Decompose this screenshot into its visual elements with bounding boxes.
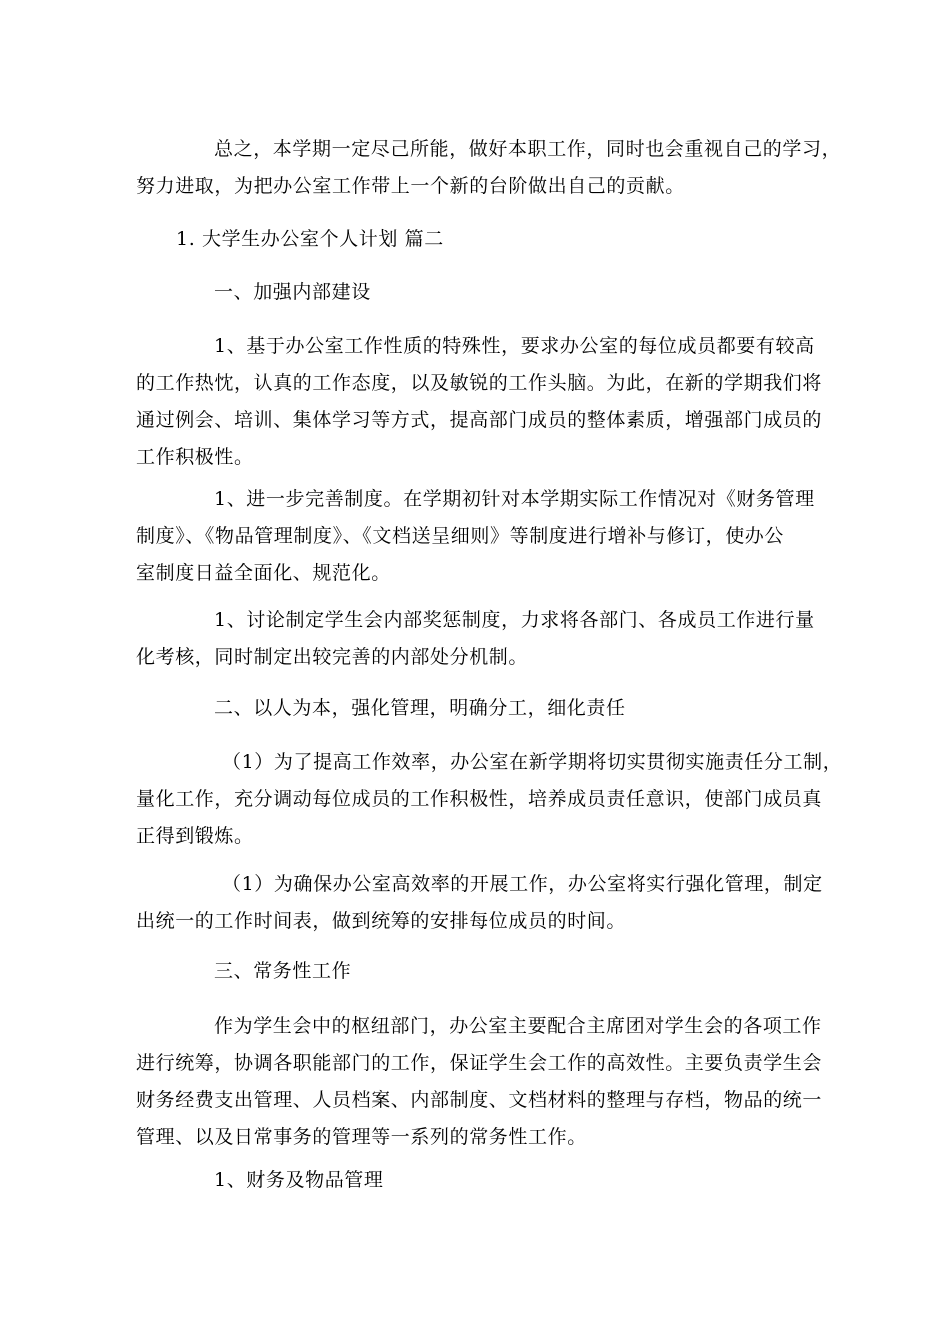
text-line: 1. 大学生办公室个人计划 篇二 xyxy=(176,228,444,250)
text-line: 三、常务性工作 xyxy=(214,960,352,982)
text-line: 努力进取，为把办公室工作带上一个新的台阶做出自己的贡献。 xyxy=(136,175,685,197)
heading-one xyxy=(136,274,812,311)
text-line: 的工作热忱，认真的工作态度，以及敏锐的工作头脑。为此，在新的学期我们将 xyxy=(136,372,823,394)
text-line: 作为学生会中的枢纽部门，办公室主要配合主席团对学生会的各项工作 xyxy=(214,1015,822,1037)
text-line: 总之，本学期一定尽己所能，做好本职工作，同时也会重视自己的学习， xyxy=(214,138,842,160)
text-line: 进行统筹，协调各职能部门的工作，保证学生会工作的高效性。主要负责学生会 xyxy=(136,1052,823,1074)
text-line: 一、加强内部建设 xyxy=(214,281,371,303)
text-line: 1、进一步完善制度。在学期初针对本学期实际工作情况对《财务管理 xyxy=(214,488,815,510)
text-line: 正得到锻炼。 xyxy=(136,825,254,847)
text-line: 1、财务及物品管理 xyxy=(214,1169,384,1191)
section-heading xyxy=(136,221,812,258)
text-line: 出统一的工作时间表，做到统筹的安排每位成员的时间。 xyxy=(136,910,627,932)
text-line: 通过例会、培训、集体学习等方式，提高部门成员的整体素质，增强部门成员的 xyxy=(136,409,823,431)
paragraph-1 xyxy=(136,328,823,476)
text-line: 1、讨论制定学生会内部奖惩制度，力求将各部门、各成员工作进行量 xyxy=(214,609,815,631)
text-line: 量化工作，充分调动每位成员的工作积极性，培养成员责任意识，使部门成员真 xyxy=(136,788,823,810)
text-line: 制度》、《物品管理制度》、《文档送呈细则》等制度进行增补与修订，使办公 xyxy=(136,525,785,547)
paragraph-2 xyxy=(136,481,815,592)
text-line: 管理、以及日常事务的管理等一系列的常务性工作。 xyxy=(136,1126,587,1148)
text-line: 化考核，同时制定出较完善的内部处分机制。 xyxy=(136,646,529,668)
text-line: 室制度日益全面化、规范化。 xyxy=(136,562,391,584)
text-line: 二、以人为本，强化管理，明确分工，细化责任 xyxy=(214,697,626,719)
heading-three xyxy=(136,953,812,990)
text-line: 1、基于办公室工作性质的特殊性，要求办公室的每位成员都要有较高 xyxy=(214,335,815,357)
text-line: （1）为了提高工作效率，办公室在新学期将切实贯彻实施责任分工制， xyxy=(222,751,843,773)
paragraph-5 xyxy=(136,866,823,940)
paragraph-6 xyxy=(136,1008,823,1156)
paragraph-4 xyxy=(136,744,843,855)
heading-finance xyxy=(136,1162,812,1199)
text-line: （1）为确保办公室高效率的开展工作，办公室将实行强化管理，制定 xyxy=(222,873,823,895)
heading-two xyxy=(136,690,812,727)
text-line: 工作积极性。 xyxy=(136,446,254,468)
paragraph-3 xyxy=(136,602,815,676)
text-line: 财务经费支出管理、人员档案、内部制度、文档材料的整理与存档，物品的统一 xyxy=(136,1089,823,1111)
paragraph-summary xyxy=(136,131,842,205)
